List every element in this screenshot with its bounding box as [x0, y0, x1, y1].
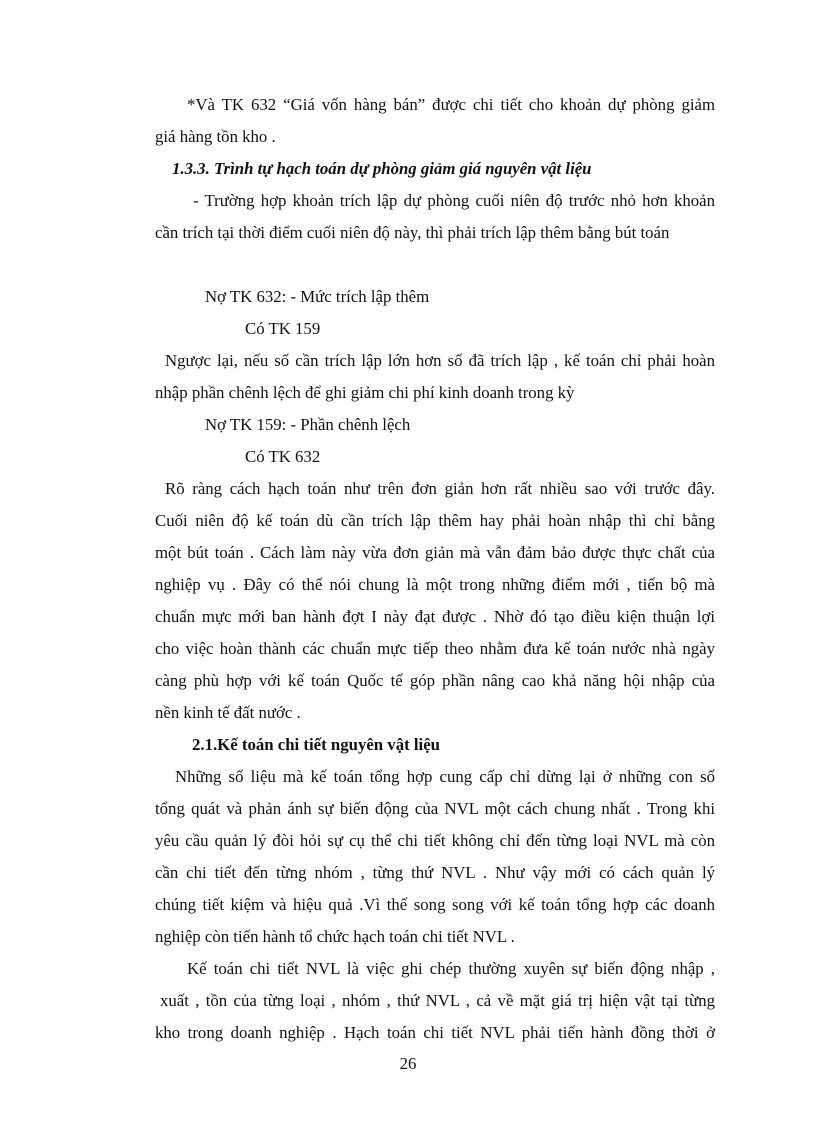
- paragraph-line: tổng quát và phản ánh sự biến động của NVL một cách chung nhất . Trong khi: [155, 799, 715, 818]
- journal-entry-line: Có TK 159: [245, 319, 321, 338]
- paragraph-line: yêu cầu quản lý đòi hỏi sự cụ thể chi tiết không chỉ đến từng loại NVL mà còn: [155, 831, 715, 850]
- paragraph-line: Rõ ràng cách hạch toán như trên đơn giản hơn rất nhiều sao với trước đây.: [165, 479, 715, 498]
- paragraph-line: Kế toán chi tiết NVL là việc ghi chép thường xuyên sự biến động nhập ,: [187, 959, 715, 978]
- paragraph-line: cần chi tiết đến từng nhóm , từng thứ NVL . Như vậy mới có cách quản lý: [155, 863, 715, 882]
- paragraph-line: giá hàng tồn kho .: [155, 127, 276, 146]
- paragraph-line: Ngược lại, nếu số cần trích lập lớn hơn số đã trích lập , kế toán chỉ phải hoàn: [165, 351, 715, 370]
- paragraph-line: kho trong doanh nghiệp . Hạch toán chi tiết NVL phải tiến hành đồng thời ở: [155, 1023, 715, 1042]
- journal-entry-line: Nợ TK 632: - Mức trích lập thêm: [205, 287, 430, 306]
- paragraph-line: - Trường hợp khoản trích lập dự phòng cuối niên độ trước nhỏ hơn khoản: [193, 191, 715, 210]
- paragraph-line: một bút toán . Cách làm này vừa đơn giản mà vẫn đảm bảo được thực chất của: [155, 543, 715, 562]
- paragraph-line: càng phù hợp với kế toán Quốc tế góp phần nâng cao khả năng hội nhập của: [155, 671, 715, 690]
- journal-entry-line: Nợ TK 159: - Phần chênh lệch: [205, 415, 411, 434]
- paragraph-line: nhập phần chênh lệch để ghi giảm chi phí kinh doanh trong kỳ: [155, 383, 575, 402]
- paragraph-line: nền kinh tế đất nước .: [155, 703, 301, 722]
- paragraph-line: Cuối niên độ kế toán dù cần trích lập thêm hay phải hoàn nhập thì chỉ bằng: [155, 511, 715, 530]
- paragraph-line: cần trích tại thời điểm cuối niên độ này, thì phải trích lập thêm bằng bút toán: [155, 223, 670, 242]
- paragraph-line: xuất , tồn của từng loại , nhóm , thứ NVL , cả về mặt giá trị hiện vật tại từng: [160, 991, 715, 1010]
- paragraph-line: *Và TK 632 “Giá vốn hàng bán” được chi tiết cho khoản dự phòng giảm: [187, 95, 715, 114]
- paragraph-line: Những số liệu mà kế toán tổng hợp cung cấp chỉ dừng lại ở những con số: [175, 767, 715, 786]
- paragraph-line: cho việc hoàn thành các chuẩn mực tiếp theo nhằm đưa kế toán nước nhà ngày: [155, 639, 715, 658]
- section-heading: 2.1.Kế toán chi tiết nguyên vật liệu: [192, 735, 440, 754]
- journal-entry-line: Có TK 632: [245, 447, 321, 466]
- paragraph-line: nghiệp còn tiến hành tổ chức hạch toán chi tiết NVL .: [155, 927, 515, 946]
- paragraph-line: chúng tiết kiệm và hiệu quả .Vì thế song song với kế toán tổng hợp các doanh: [155, 895, 715, 914]
- paragraph-line: chuẩn mực mới ban hành đợt I này đạt được . Nhờ đó tạo điều kiện thuận lợi: [155, 607, 715, 626]
- paragraph-line: nghiệp vụ . Đây có thể nói chung là một trong những điểm mới , tiến bộ mà: [155, 575, 715, 594]
- page-number: 26: [399, 1054, 417, 1073]
- section-heading: 1.3.3. Trình tự hạch toán dự phòng giảm giá nguyên vật liệu: [172, 159, 592, 178]
